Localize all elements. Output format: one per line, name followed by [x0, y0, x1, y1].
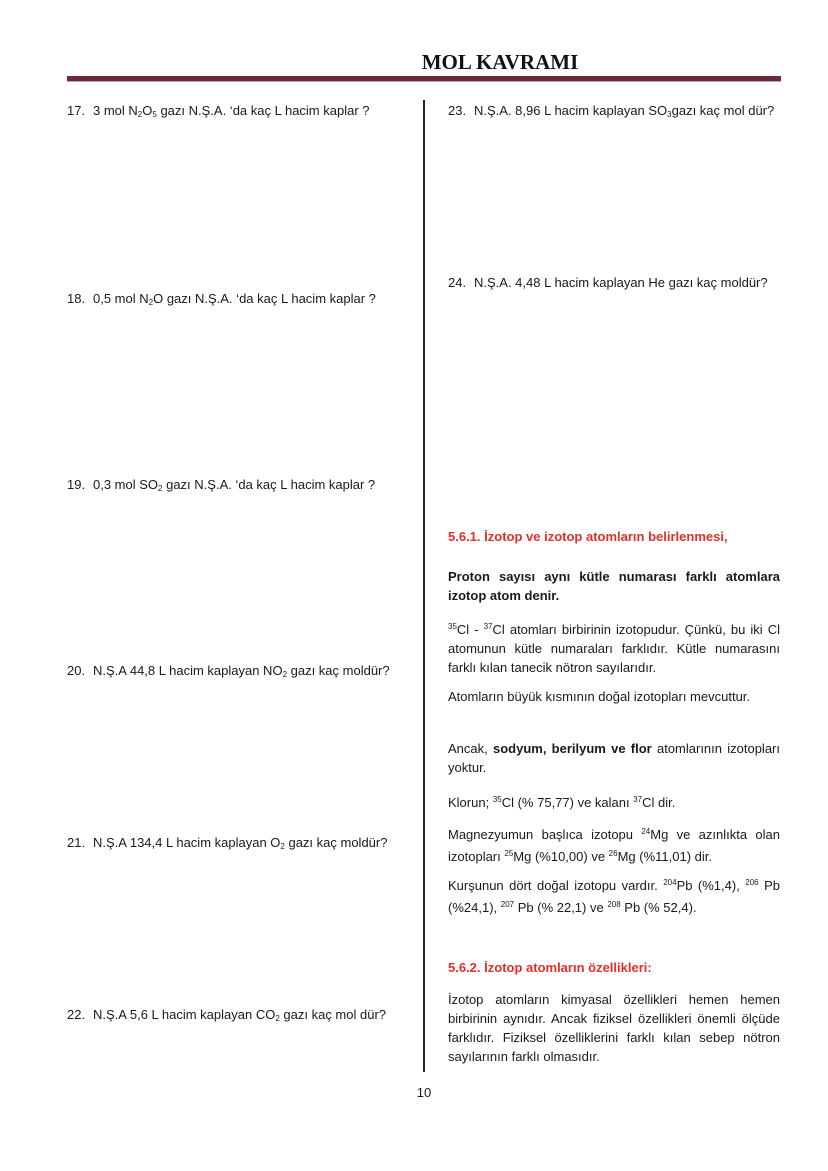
subscript: 2 — [148, 298, 154, 307]
question-19 — [67, 472, 399, 502]
subscript: 3 — [667, 110, 672, 119]
superscript: 207 — [500, 900, 515, 909]
question-17 — [67, 98, 399, 128]
text-run: Klorun; — [448, 795, 493, 810]
question-text — [474, 98, 780, 128]
text-run: Mg (%10,00) ve — [513, 849, 609, 864]
text-run: İzotop atomların kimyasal özellikleri hemen hemen birbirinin aynıdır. Ancak fiziksel özellikleri önemli ölçüde farklıdır. Fiziksel özelliklerini farklı kılan sebep nötron sayılarının farklı olmasıdır. — [448, 992, 780, 1064]
question-number: 21. — [67, 835, 86, 850]
text-run: Cl (% 75,77) ve kalanı — [501, 795, 634, 810]
paragraph — [448, 567, 780, 605]
text-run: atomlarının izotopları yoktur. — [448, 741, 780, 775]
paragraph — [448, 739, 780, 777]
subscript: 2 — [282, 670, 288, 679]
question-number: 17. — [67, 103, 86, 118]
text-run: O — [142, 103, 153, 118]
text-run: Cl - — [456, 622, 484, 637]
text-run: Magnezyumun başlıca izotopu — [448, 827, 642, 842]
text-run: gazı kaç mol dür? — [279, 1007, 387, 1022]
text-run: Atomların büyük kısmının doğal izotopları mevcuttur. — [448, 689, 751, 704]
question-22 — [67, 1002, 399, 1032]
text-run: Pb (% 22,1) ve — [514, 900, 608, 915]
question-text — [93, 830, 399, 860]
text-run: Proton sayısı aynı kütle numarası farklı atomlara izotop atom denir. — [448, 569, 780, 603]
column-divider — [423, 100, 425, 1072]
text-run: Pb (% 52,4). — [620, 900, 697, 915]
page-number: 10 — [416, 1085, 432, 1100]
question-number: 23. — [448, 103, 467, 118]
superscript: 37 — [483, 622, 493, 631]
text-run: 0,5 mol N — [93, 291, 149, 306]
question-21 — [67, 830, 399, 860]
question-18 — [67, 286, 399, 316]
paragraph — [448, 873, 780, 917]
text-run: Cl dir. — [642, 795, 676, 810]
question-24 — [448, 270, 780, 296]
subscript: 2 — [158, 484, 163, 493]
question-text — [93, 658, 399, 688]
superscript: 24 — [641, 827, 651, 836]
text-run: N.Ş.A. 8,96 L hacim kaplayan SO — [474, 103, 668, 118]
text-run: gazı N.Ş.A. ‘da kaç L hacim kaplar ? — [162, 477, 376, 492]
text-run: N.Ş.A 44,8 L hacim kaplayan NO — [93, 663, 283, 678]
paragraph — [448, 790, 780, 812]
paragraph — [448, 822, 780, 866]
text-run: Mg ve azınlıkta olan izotopları — [448, 827, 780, 864]
superscript: 204 — [663, 878, 677, 887]
text-run: 3 mol N — [93, 103, 138, 118]
text-run: gazı N.Ş.A. ‘da kaç L hacim kaplar ? — [156, 103, 370, 118]
text-run: Cl atomları birbirinin izotopudur. Çünkü, bu iki Cl atomunun kütle numaraları farklıdır. Kütle numarasını farklı kılan tanecik nötron sayılarıdır. — [448, 622, 780, 675]
text-run: Kurşunun dört doğal izotopu vardır. — [448, 878, 664, 893]
superscript: 25 — [504, 849, 514, 858]
text-run: N.Ş.A 134,4 L hacim kaplayan O — [93, 835, 281, 850]
paragraph — [448, 990, 780, 1066]
question-number: 24. — [448, 275, 467, 290]
question-text — [474, 270, 780, 296]
question-number: 20. — [67, 663, 86, 678]
text-run: O gazı N.Ş.A. ‘da kaç L hacim kaplar ? — [153, 291, 376, 306]
text-run: gazı kaç moldür? — [284, 835, 388, 850]
question-text — [93, 98, 399, 128]
text-run: Mg (%11,01) dir. — [617, 849, 712, 864]
question-23 — [448, 98, 780, 128]
section-heading-ozellikler: 5.6.2. İzotop atomların özellikleri: — [448, 960, 652, 975]
question-20 — [67, 658, 399, 688]
text-run: Pb (%1,4), — [676, 878, 746, 893]
question-text — [93, 286, 399, 316]
text-run: gazı kaç moldür? — [287, 663, 390, 678]
text-run: 0,3 mol SO — [93, 477, 159, 492]
paragraph — [448, 617, 780, 677]
superscript: 206 — [745, 878, 759, 887]
subscript: 2 — [137, 110, 143, 119]
text-run: gazı kaç mol dür? — [671, 103, 775, 118]
question-text — [93, 472, 399, 502]
page-title: MOL KAVRAMI — [421, 50, 579, 74]
paragraph — [448, 687, 780, 706]
question-number: 19. — [67, 477, 86, 492]
text-run: Ancak, — [448, 741, 493, 756]
question-number: 18. — [67, 291, 86, 306]
subscript: 5 — [152, 110, 157, 119]
superscript: 37 — [633, 795, 643, 804]
superscript: 208 — [607, 900, 621, 909]
text-run: N.Ş.A 5,6 L hacim kaplayan CO — [93, 1007, 276, 1022]
subscript: 2 — [275, 1014, 280, 1023]
superscript: 26 — [608, 849, 618, 858]
text-run: N.Ş.A. 4,48 L hacim kaplayan He gazı kaç moldür? — [474, 275, 768, 290]
header-rule — [67, 76, 781, 82]
question-text — [93, 1002, 399, 1032]
superscript: 35 — [492, 795, 502, 804]
subscript: 2 — [280, 842, 285, 851]
question-number: 22. — [67, 1007, 86, 1022]
text-run: sodyum, berilyum ve flor — [492, 741, 652, 756]
superscript: 35 — [448, 622, 457, 631]
text-run: Pb (%24,1), — [448, 878, 780, 915]
section-heading-izotop: 5.6.1. İzotop ve izotop atomların belirlenmesi, — [448, 529, 728, 544]
